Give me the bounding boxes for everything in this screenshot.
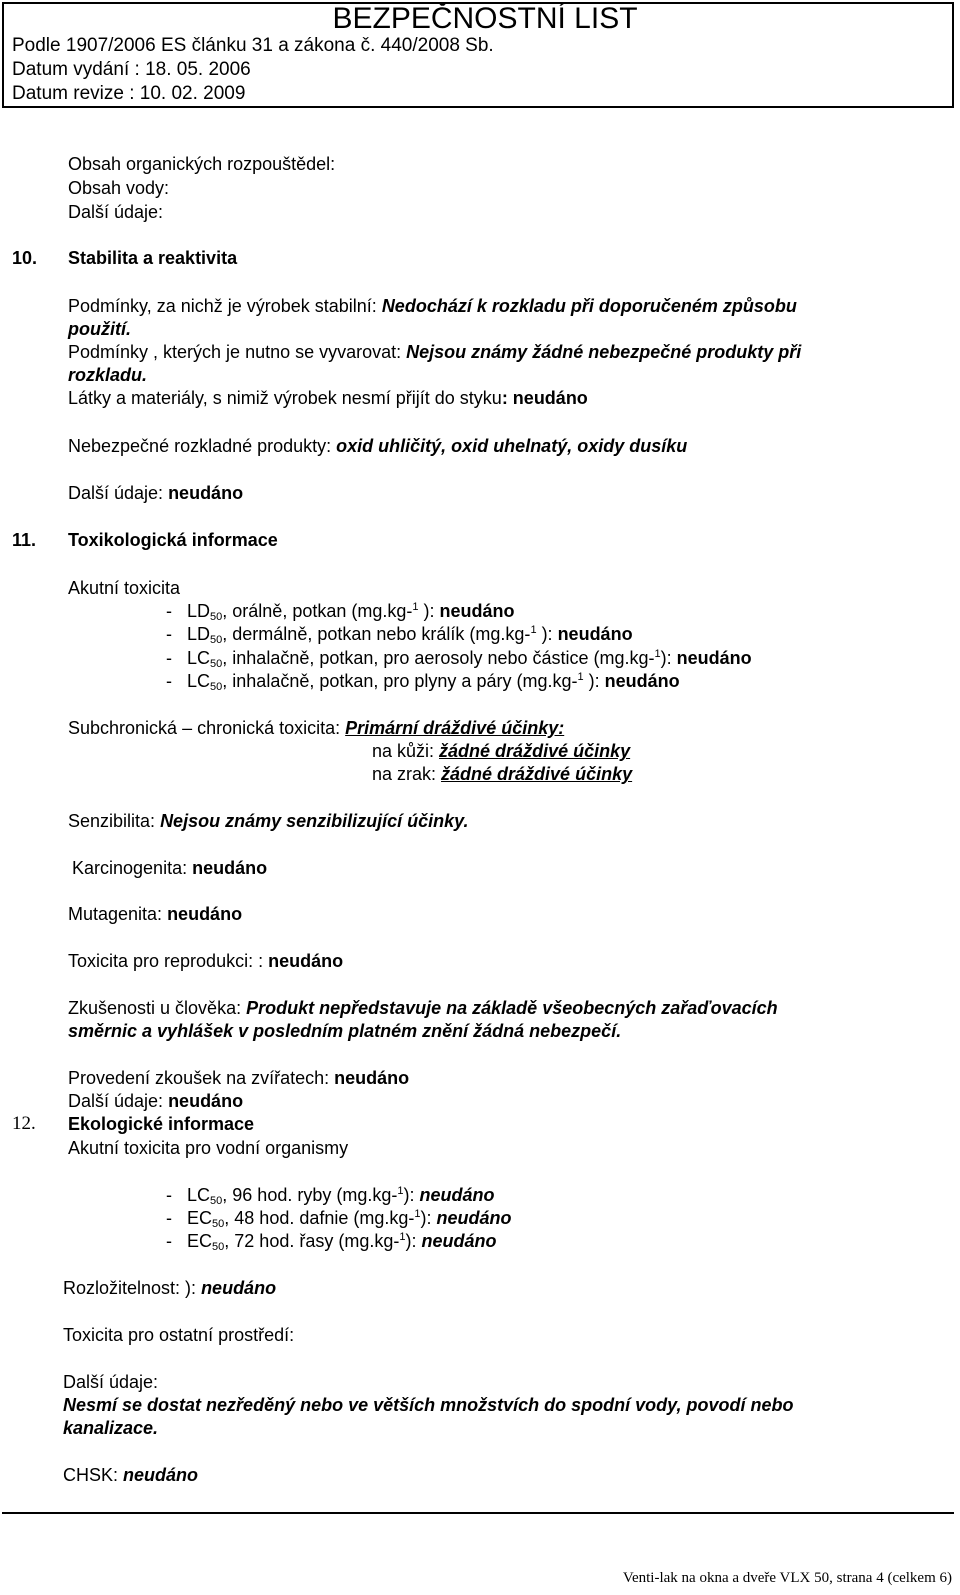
subchronic-value: Primární dráždivé účinky: xyxy=(345,718,565,738)
acute-param: LD xyxy=(187,601,211,621)
acute-toxicity-item xyxy=(166,599,515,623)
aquatic-close: ): xyxy=(420,1208,437,1228)
section-10-other xyxy=(68,481,243,505)
organic-solvents-label: Obsah organických rozpouštědel: xyxy=(68,154,336,174)
skin-label: na kůži: xyxy=(372,741,440,761)
acute-close: ): xyxy=(418,601,440,621)
aquatic-desc: , 48 hod. dafnie (mg.kg- xyxy=(224,1208,415,1228)
acute-close: ): xyxy=(583,671,605,691)
revision-date-label: Datum revize : xyxy=(12,83,140,104)
subscript-50: 50 xyxy=(210,1195,223,1207)
issue-date-line xyxy=(12,58,251,82)
acute-param: LC xyxy=(187,648,211,668)
acute-desc: , inhalačně, potkan, pro aerosoly nebo částice (mg.kg- xyxy=(222,648,655,668)
superscript-1: 1 xyxy=(577,671,584,683)
aquatic-close: ): xyxy=(403,1185,420,1205)
acute-value: neudáno xyxy=(557,624,633,644)
water-content-label: Obsah vody: xyxy=(68,178,170,198)
carcinogenicity-label: Karcinogenita: xyxy=(72,858,193,878)
degradability xyxy=(63,1276,276,1300)
acute-close: ): xyxy=(660,648,677,668)
list-dash: - xyxy=(166,1208,172,1228)
aquatic-value: neudáno xyxy=(421,1231,497,1251)
subscript-50: 50 xyxy=(210,658,223,670)
cod xyxy=(63,1463,198,1487)
cod-label: CHSK: xyxy=(63,1465,124,1485)
aquatic-toxicity-item xyxy=(166,1183,494,1207)
acute-param: LC xyxy=(187,671,211,691)
aquatic-toxicity-item xyxy=(166,1206,512,1230)
mutagenicity xyxy=(68,902,242,926)
acute-value: neudáno xyxy=(439,601,515,621)
section-11-other-label: Další údaje: xyxy=(68,1091,169,1111)
eye-label: na zrak: xyxy=(372,764,442,784)
acute-desc: , orálně, potkan (mg.kg- xyxy=(222,601,413,621)
human-experience xyxy=(68,996,778,1020)
page-footer: Venti-lak na okna a dveře VLX 50, strana 4 (celkem 6) xyxy=(622,1570,952,1586)
mutagenicity-value: neudáno xyxy=(167,904,243,924)
superscript-1: 1 xyxy=(412,601,419,613)
incompatible-materials xyxy=(68,386,588,410)
acute-toxicity-title: Akutní toxicita xyxy=(68,578,181,598)
section-10-number: 10. xyxy=(12,248,38,268)
carcinogenicity-value: neudáno xyxy=(192,858,268,878)
human-value: Produkt nepředstavuje na základě všeobecných zařaďovacích xyxy=(246,998,778,1018)
acute-param: LD xyxy=(187,624,211,644)
other-info-label: Další údaje: xyxy=(68,202,164,222)
acute-toxicity-item xyxy=(166,669,680,693)
revision-date-value: 10. 02. 2009 xyxy=(139,83,246,104)
mutagenicity-label: Mutagenita: xyxy=(68,904,168,924)
list-dash: - xyxy=(166,671,172,691)
animal-value: neudáno xyxy=(334,1068,410,1088)
subscript-50: 50 xyxy=(210,634,223,646)
acute-close: ): xyxy=(536,624,558,644)
acute-toxicity-item xyxy=(166,646,752,670)
list-dash: - xyxy=(166,1231,172,1251)
subchronic-label: Subchronická – chronická toxicita: xyxy=(68,718,346,738)
acute-value: neudáno xyxy=(604,671,680,691)
section-12-other-label: Další údaje: xyxy=(63,1372,159,1392)
subscript-50: 50 xyxy=(212,1241,225,1253)
superscript-1: 1 xyxy=(414,1208,421,1220)
sensitization xyxy=(68,809,468,833)
avoid-conditions xyxy=(68,340,801,364)
aquatic-param: LC xyxy=(187,1185,211,1205)
issue-date-label: Datum vydání : xyxy=(12,59,146,80)
subscript-50: 50 xyxy=(210,681,223,693)
section-10-other-value: neudáno xyxy=(168,483,244,503)
list-dash: - xyxy=(166,648,172,668)
degradability-value: neudáno xyxy=(201,1278,277,1298)
human-value-cont: směrnic a vyhlášek v posledním platném znění žádná nebezpečí. xyxy=(68,1021,622,1041)
document-title: BEZPEČNOSTNÍ LIST xyxy=(332,2,638,35)
avoid-label: Podmínky , kterých je nutno se vyvarovat: xyxy=(68,342,407,362)
avoid-value-cont: rozkladu. xyxy=(68,365,148,385)
other-environment-toxicity: Toxicita pro ostatní prostředí: xyxy=(63,1325,295,1345)
acute-toxicity-item xyxy=(166,622,633,646)
aquatic-param: EC xyxy=(187,1208,213,1228)
section-10-other-label: Další údaje: xyxy=(68,483,169,503)
revision-date-line xyxy=(12,82,245,106)
stability-value-cont: použití. xyxy=(68,319,131,339)
aquatic-toxicity-item xyxy=(166,1229,496,1253)
bottom-divider xyxy=(2,1512,954,1514)
materials-label: Látky a materiály, s nimiž výrobek nesmí přijít do styku xyxy=(68,388,502,408)
aquatic-value: neudáno xyxy=(419,1185,495,1205)
section-11-other-value: neudáno xyxy=(168,1091,244,1111)
superscript-1: 1 xyxy=(654,648,661,660)
avoid-value: Nejsou známy žádné nebezpečné produkty při xyxy=(406,342,802,362)
regulation-line: Podle 1907/2006 ES článku 31 a zákona č. 440/2008 Sb. xyxy=(12,35,494,56)
aquatic-value: neudáno xyxy=(436,1208,512,1228)
acute-value: neudáno xyxy=(676,648,752,668)
acute-desc: , inhalačně, potkan, pro plyny a páry (mg.kg- xyxy=(222,671,578,691)
section-12-title: Ekologické informace xyxy=(68,1114,255,1134)
list-dash: - xyxy=(166,601,172,621)
cod-value: neudáno xyxy=(123,1465,199,1485)
carcinogenicity xyxy=(72,856,267,880)
section-11-other xyxy=(68,1089,243,1113)
reproduction-label: Toxicita pro reprodukci: : xyxy=(68,951,269,971)
human-label: Zkušenosti u člověka: xyxy=(68,998,247,1018)
acute-desc: , dermálně, potkan nebo králík (mg.kg- xyxy=(222,624,531,644)
decomposition-value: oxid uhličitý, oxid uhelnatý, oxidy dusíku xyxy=(336,436,688,456)
list-dash: - xyxy=(166,624,172,644)
animal-label: Provedení zkoušek na zvířatech: xyxy=(68,1068,335,1088)
superscript-1: 1 xyxy=(399,1231,406,1243)
section-12-number: 12. xyxy=(12,1113,36,1134)
reproductive-toxicity xyxy=(68,949,343,973)
reproduction-value: neudáno xyxy=(268,951,344,971)
sensitization-value: Nejsou známy senzibilizující účinky. xyxy=(160,811,469,831)
aquatic-toxicity-title: Akutní toxicita pro vodní organismy xyxy=(68,1138,349,1158)
aquatic-desc: , 96 hod. ryby (mg.kg- xyxy=(222,1185,398,1205)
superscript-1: 1 xyxy=(530,624,537,636)
decomposition-label: Nebezpečné rozkladné produkty: xyxy=(68,436,337,456)
subscript-50: 50 xyxy=(210,611,223,623)
aquatic-desc: , 72 hod. řasy (mg.kg- xyxy=(224,1231,400,1251)
section-12-other-value: Nesmí se dostat nezředěný nebo ve větších množstvích do spodní vody, povodí nebo xyxy=(63,1395,794,1415)
animal-tests xyxy=(68,1066,409,1090)
skin-irritation xyxy=(372,739,630,763)
section-11-number: 11. xyxy=(12,530,37,550)
degradability-label: Rozložitelnost: ): xyxy=(63,1278,202,1298)
issue-date-value: 18. 05. 2006 xyxy=(145,59,251,80)
aquatic-close: ): xyxy=(405,1231,422,1251)
aquatic-param: EC xyxy=(187,1231,213,1251)
decomposition-products xyxy=(68,434,687,458)
list-dash: - xyxy=(166,1185,172,1205)
stability-label: Podmínky, za nichž je výrobek stabilní: xyxy=(68,296,382,316)
section-10-title: Stabilita a reaktivita xyxy=(68,248,238,268)
subscript-50: 50 xyxy=(212,1218,225,1230)
sensitization-label: Senzibilita: xyxy=(68,811,161,831)
materials-value: : neudáno xyxy=(501,388,588,408)
section-11-title: Toxikologická informace xyxy=(68,530,278,550)
eye-value: žádné dráždivé účinky xyxy=(441,764,633,784)
skin-value: žádné dráždivé účinky xyxy=(439,741,631,761)
stability-conditions xyxy=(68,294,797,318)
eye-irritation xyxy=(372,762,632,786)
section-12-other-value-cont: kanalizace. xyxy=(63,1418,159,1438)
superscript-1: 1 xyxy=(397,1185,404,1197)
subchronic-toxicity xyxy=(68,716,564,740)
stability-value: Nedochází k rozkladu při doporučeném způsobu xyxy=(381,296,797,316)
